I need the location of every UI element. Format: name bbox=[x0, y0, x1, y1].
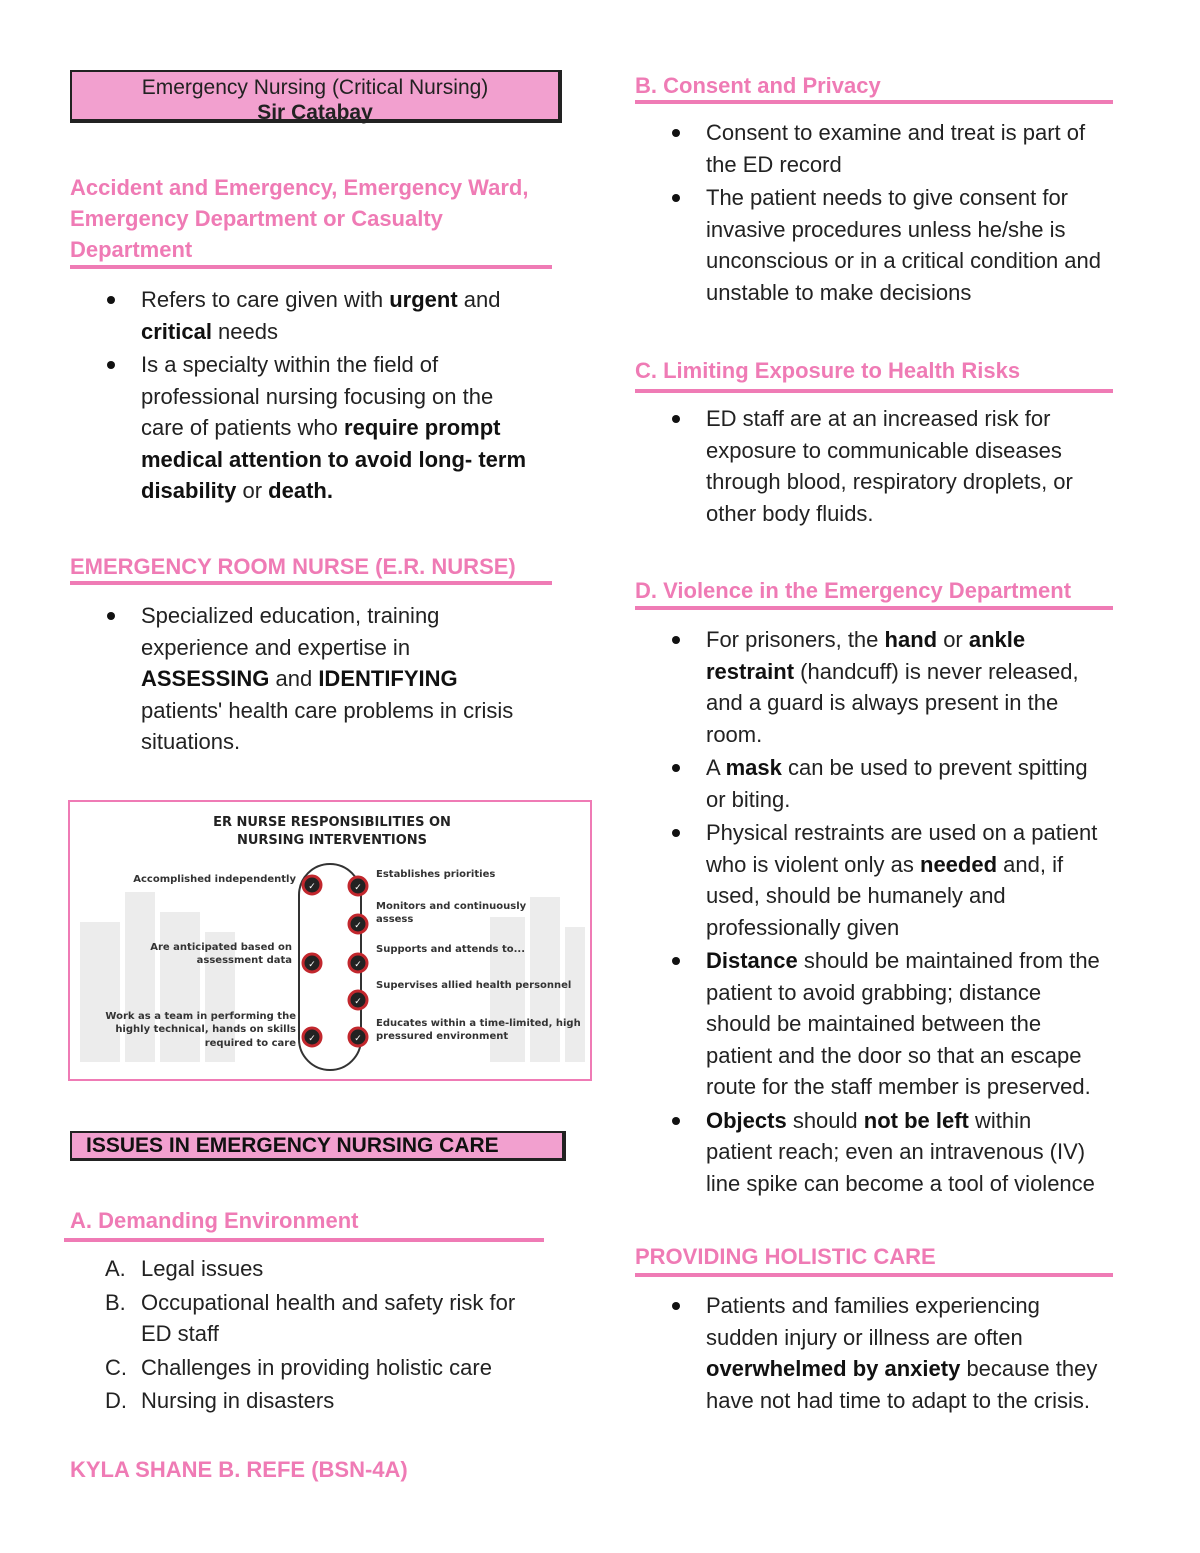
list-item: A. Legal issues bbox=[105, 1256, 264, 1281]
accident-bullets bbox=[141, 284, 571, 509]
instructor-name: Sir Catabay bbox=[257, 101, 373, 124]
title-box bbox=[70, 70, 562, 123]
heading-line: Department bbox=[70, 237, 193, 262]
figure-svg bbox=[70, 802, 590, 1079]
list-item: Refers to care given with urgent and critical needs bbox=[141, 284, 571, 347]
bullet-icon bbox=[672, 957, 680, 965]
right-label: Supervises allied health personnel bbox=[376, 980, 572, 991]
section-heading-accident bbox=[70, 172, 570, 265]
bullet-icon bbox=[672, 1117, 680, 1125]
list-item: D. Nursing in disasters bbox=[105, 1388, 335, 1413]
bullet-icon bbox=[672, 194, 680, 202]
heading-line: Emergency Department or Casualty bbox=[70, 206, 443, 231]
issues-title-box: ISSUES IN EMERGENCY NURSING CARE bbox=[70, 1131, 566, 1161]
section-heading-consent: B. Consent and Privacy bbox=[635, 73, 881, 98]
author-footer: KYLA SHANE B. REFE (BSN-4A) bbox=[70, 1457, 408, 1482]
bullet-icon bbox=[672, 829, 680, 837]
left-label: highly technical, hands on skills bbox=[115, 1024, 296, 1035]
svg-text:✓: ✓ bbox=[308, 1034, 316, 1044]
list-item: Patients and families experiencing sudden injury or illness are often overwhelmed by anxiety because they have not had time to adapt to the crisis. bbox=[706, 1290, 1146, 1416]
course-title: Emergency Nursing (Critical Nursing) bbox=[141, 76, 489, 99]
svg-text:✓: ✓ bbox=[354, 997, 362, 1007]
er-responsibilities-figure bbox=[68, 800, 592, 1081]
list-item: B. Occupational health and safety risk for ED staff bbox=[105, 1289, 516, 1346]
exposure-bullets bbox=[706, 403, 1146, 531]
section-rule bbox=[635, 100, 1113, 104]
section-heading-er-nurse: EMERGENCY ROOM NURSE (E.R. NURSE) bbox=[70, 554, 516, 579]
left-label: Accomplished independently bbox=[133, 874, 296, 885]
figure-title-line2: NURSING INTERVENTIONS bbox=[236, 833, 428, 848]
list-item: Physical restraints are used on a patient who is violent only as needed and, if used, should be humanely and professionally given bbox=[706, 817, 1146, 943]
section-rule bbox=[70, 581, 552, 585]
right-label: Monitors and continuously bbox=[376, 901, 527, 912]
violence-bullets bbox=[706, 624, 1146, 1201]
section-rule bbox=[635, 606, 1113, 610]
svg-text:✓: ✓ bbox=[354, 883, 362, 893]
section-rule bbox=[70, 265, 552, 269]
left-label: Work as a team in performing the bbox=[105, 1011, 296, 1022]
right-label: assess bbox=[376, 914, 414, 925]
section-heading-violence: D. Violence in the Emergency Department bbox=[635, 578, 1072, 603]
right-label: pressured environment bbox=[376, 1031, 509, 1042]
list-item: Specialized education, training experience and expertise in ASSESSING and IDENTIFYING patients' health care problems in crisis situations. bbox=[141, 600, 571, 758]
bullet-icon bbox=[107, 361, 115, 369]
bullet-icon bbox=[672, 764, 680, 772]
section-heading-demanding: A. Demanding Environment bbox=[70, 1208, 359, 1233]
bullet-icon bbox=[672, 415, 680, 423]
svg-text:✓: ✓ bbox=[354, 960, 362, 970]
list-item: A mask can be used to prevent spitting or biting. bbox=[706, 752, 1146, 815]
svg-text:✓: ✓ bbox=[354, 1034, 362, 1044]
section-heading-exposure: C. Limiting Exposure to Health Risks bbox=[635, 358, 1021, 383]
bullet-icon bbox=[107, 296, 115, 304]
er-nurse-bullets bbox=[141, 600, 571, 760]
list-item: Consent to examine and treat is part of the ED record bbox=[706, 117, 1146, 180]
list-item: Objects should not be left within patient reach; even an intravenous (IV) line spike can become a tool of violence bbox=[706, 1105, 1146, 1200]
section-rule bbox=[635, 389, 1113, 393]
bullet-icon bbox=[107, 612, 115, 620]
list-item: Is a specialty within the field of professional nursing focusing on the care of patients who require prompt medical attention to avoid long- term disability or death. bbox=[141, 349, 571, 507]
section-heading-holistic: PROVIDING HOLISTIC CARE bbox=[635, 1244, 936, 1269]
list-item: ED staff are at an increased risk for exposure to communicable diseases through blood, respiratory droplets, or other body fluids. bbox=[706, 403, 1146, 529]
bullet-icon bbox=[672, 129, 680, 137]
bullet-icon bbox=[672, 1302, 680, 1310]
right-label: Educates within a time-limited, high bbox=[376, 1018, 581, 1029]
holistic-bullets bbox=[706, 1290, 1146, 1418]
figure-title-line1: ER NURSE RESPONSIBILITIES ON bbox=[213, 815, 451, 830]
demanding-list bbox=[105, 1253, 571, 1419]
svg-text:✓: ✓ bbox=[354, 921, 362, 931]
right-label: Establishes priorities bbox=[376, 869, 496, 880]
list-item: The patient needs to give consent for invasive procedures unless he/she is unconscious or in a critical condition and unstable to make decisions bbox=[706, 182, 1146, 308]
svg-text:✓: ✓ bbox=[308, 882, 316, 892]
section-rule bbox=[64, 1238, 544, 1242]
list-item: For prisoners, the hand or ankle restraint (handcuff) is never released, and a guard is always present in the room. bbox=[706, 624, 1146, 750]
consent-bullets bbox=[706, 117, 1146, 310]
section-rule bbox=[635, 1273, 1113, 1277]
list-item: Distance should be maintained from the patient to avoid grabbing; distance should be maintained between the patient and the door so that an escape route for the staff member is preserved. bbox=[706, 945, 1146, 1103]
heading-line: Accident and Emergency, Emergency Ward, bbox=[70, 175, 529, 200]
list-item: C. Challenges in providing holistic care bbox=[105, 1354, 492, 1380]
left-label: assessment data bbox=[196, 955, 292, 966]
left-label: required to care bbox=[204, 1038, 296, 1049]
right-label: Supports and attends to... bbox=[376, 944, 526, 955]
svg-text:✓: ✓ bbox=[308, 960, 316, 970]
left-label: Are anticipated based on bbox=[150, 942, 292, 953]
bullet-icon bbox=[672, 636, 680, 644]
